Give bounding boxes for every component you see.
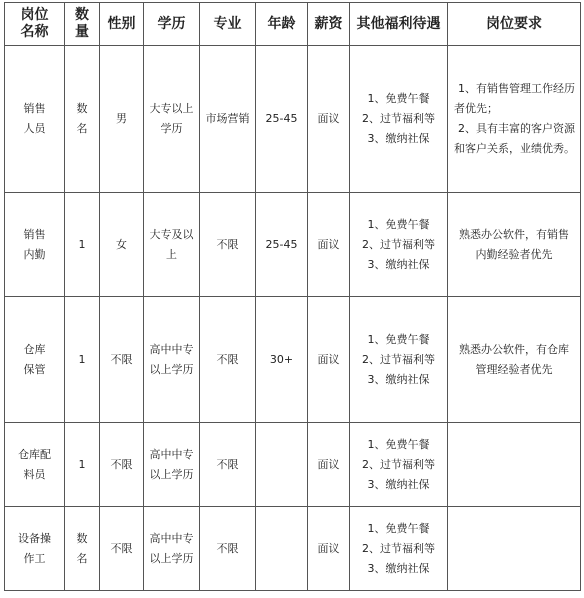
benefit-item: 1、免费午餐: [367, 217, 430, 231]
header-count: 数量: [65, 3, 100, 46]
table-row: [5, 297, 581, 423]
benefit-item: 1、免费午餐: [367, 521, 430, 535]
cell-position: 仓库保管: [5, 297, 65, 423]
benefit-item: 3、缴纳社保: [367, 132, 430, 145]
cell-count: 数名: [65, 507, 100, 591]
cell-education: 大专以上学历: [144, 46, 200, 193]
cell-salary: 面议: [308, 423, 350, 507]
requirement-item: 2、具有丰富的客户资源和客户关系，业绩优秀。: [454, 122, 575, 155]
cell-position: 销售内勤: [5, 193, 65, 297]
cell-major: 市场营销: [200, 46, 256, 193]
cell-gender: 不限: [100, 297, 144, 423]
header-benefits: 其他福利待遇: [350, 3, 448, 46]
table-row: [5, 46, 581, 193]
benefit-item: 3、缴纳社保: [367, 561, 430, 575]
table-row: [5, 193, 581, 297]
header-salary: 薪资: [308, 3, 350, 46]
cell-education: 高中中专以上学历: [144, 297, 200, 423]
benefit-item: 2、过节福利等: [362, 352, 435, 366]
cell-age: [256, 423, 308, 507]
cell-position: 仓库配料员: [5, 423, 65, 507]
recruitment-table-container: [4, 2, 581, 591]
cell-requirements: [448, 193, 581, 297]
cell-salary: 面议: [308, 46, 350, 193]
cell-education: 高中中专以上学历: [144, 423, 200, 507]
cell-salary: 面议: [308, 193, 350, 297]
header-position: 岗位名称: [5, 3, 65, 46]
benefit-item: 2、过节福利等: [362, 112, 435, 125]
cell-age: [256, 507, 308, 591]
cell-major: 不限: [200, 297, 256, 423]
cell-requirements: [448, 46, 581, 193]
cell-requirements: [448, 423, 581, 507]
cell-count: 1: [65, 193, 100, 297]
requirement-item: 熟悉办公软件，有仓库管理经验者优先: [459, 342, 569, 376]
recruitment-table: [4, 2, 581, 591]
header-major: 专业: [200, 3, 256, 46]
cell-gender: 男: [100, 46, 144, 193]
table-row: [5, 423, 581, 507]
cell-age: 25-45: [256, 46, 308, 193]
cell-major: 不限: [200, 193, 256, 297]
table-row: [5, 507, 581, 591]
header-education: 学历: [144, 3, 200, 46]
cell-count: 1: [65, 297, 100, 423]
cell-position: 设备操作工: [5, 507, 65, 591]
benefit-item: 3、缴纳社保: [367, 477, 430, 491]
benefit-item: 1、免费午餐: [367, 92, 430, 105]
cell-education: 大专及以上: [144, 193, 200, 297]
benefit-item: 3、缴纳社保: [367, 257, 430, 271]
cell-major: 不限: [200, 507, 256, 591]
cell-gender: 不限: [100, 507, 144, 591]
cell-age: 25-45: [256, 193, 308, 297]
cell-age: 30+: [256, 297, 308, 423]
header-requirements: 岗位要求: [448, 3, 581, 46]
benefit-item: 2、过节福利等: [362, 237, 435, 251]
header-row: [5, 3, 581, 46]
cell-major: 不限: [200, 423, 256, 507]
cell-benefits: [350, 423, 448, 507]
cell-requirements: [448, 297, 581, 423]
cell-education: 高中中专以上学历: [144, 507, 200, 591]
benefit-item: 1、免费午餐: [367, 437, 430, 451]
cell-gender: 女: [100, 193, 144, 297]
benefit-item: 1、免费午餐: [367, 332, 430, 346]
header-gender: 性别: [100, 3, 144, 46]
requirement-item: 熟悉办公软件，有销售内勤经验者优先: [459, 227, 569, 261]
cell-benefits: [350, 46, 448, 193]
cell-gender: 不限: [100, 423, 144, 507]
cell-benefits: [350, 507, 448, 591]
benefit-item: 2、过节福利等: [362, 541, 435, 555]
requirement-item: 1、有销售管理工作经历者优先；: [454, 82, 575, 115]
cell-count: 1: [65, 423, 100, 507]
cell-count: 数名: [65, 46, 100, 193]
cell-benefits: [350, 193, 448, 297]
header-age: 年龄: [256, 3, 308, 46]
benefit-item: 2、过节福利等: [362, 457, 435, 471]
cell-requirements: [448, 507, 581, 591]
cell-salary: 面议: [308, 507, 350, 591]
benefit-item: 3、缴纳社保: [367, 372, 430, 386]
cell-salary: 面议: [308, 297, 350, 423]
cell-benefits: [350, 297, 448, 423]
cell-position: 销售人员: [5, 46, 65, 193]
